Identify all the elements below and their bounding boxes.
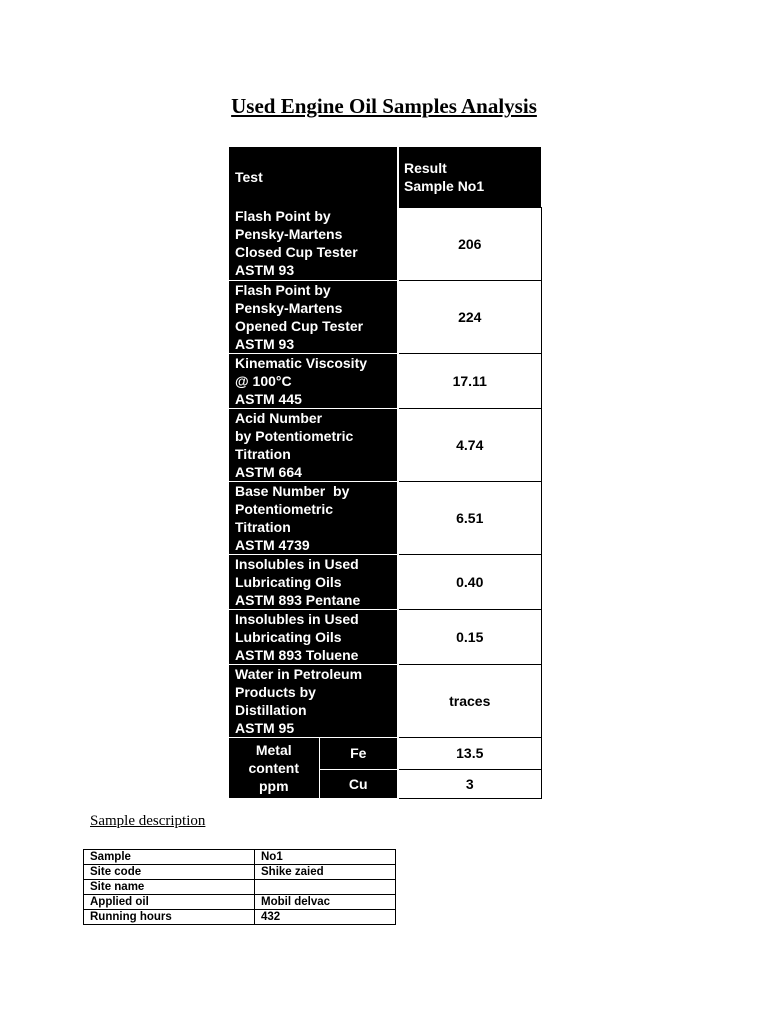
test-name (229, 664, 398, 737)
test-line: ASTM 445 (235, 390, 302, 407)
header-result (398, 147, 541, 207)
desc-label: Site name (84, 880, 255, 895)
test-name (229, 207, 398, 280)
test-line: Titration (235, 518, 291, 535)
page-title: Used Engine Oil Samples Analysis (231, 94, 537, 118)
metal-content-label (229, 737, 319, 798)
header-test: Test (229, 147, 398, 207)
metal-value: 13.5 (398, 737, 541, 769)
test-name (229, 280, 398, 353)
metal-symbol: Cu (319, 769, 398, 798)
result-value: 17.11 (398, 353, 541, 408)
sample-description-table (83, 849, 396, 925)
test-line: Titration (235, 445, 291, 462)
desc-value: 432 (255, 910, 396, 925)
test-line: Base Number by (235, 482, 350, 499)
test-name (229, 554, 398, 609)
test-line: @ 100°C (235, 372, 292, 389)
test-line: Acid Number (235, 409, 323, 426)
test-line: by Potentiometric (235, 427, 354, 444)
desc-label: Sample (84, 850, 255, 865)
desc-label: Site code (84, 865, 255, 880)
desc-value: Mobil delvac (255, 895, 396, 910)
test-line: Flash Point by (235, 281, 331, 298)
test-line: Kinematic Viscosity (235, 354, 368, 371)
table-row (84, 880, 396, 895)
test-line: ASTM 893 Toluene (235, 646, 359, 663)
table-row (229, 280, 541, 353)
desc-value: No1 (255, 850, 396, 865)
test-line: Opened Cup Tester (235, 317, 364, 334)
desc-label: Applied oil (84, 895, 255, 910)
desc-value (255, 880, 396, 895)
test-line: Distillation (235, 701, 307, 718)
table-row (84, 910, 396, 925)
table-row (84, 895, 396, 910)
metal-label-line: Metal (255, 741, 292, 758)
header-result-line2: Sample No1 (404, 177, 485, 194)
result-value: 224 (398, 280, 541, 353)
table-row (229, 408, 541, 481)
test-line: ASTM 93 (235, 335, 295, 352)
table-row (229, 664, 541, 737)
result-value: traces (398, 664, 541, 737)
metal-value: 3 (398, 769, 541, 798)
table-row (229, 353, 541, 408)
table-row (229, 554, 541, 609)
result-value: 206 (398, 207, 541, 280)
test-line: ASTM 664 (235, 463, 302, 480)
metal-symbol: Fe (319, 737, 398, 769)
test-name (229, 481, 398, 554)
test-line: Potentiometric (235, 500, 334, 517)
result-value: 4.74 (398, 408, 541, 481)
result-value: 6.51 (398, 481, 541, 554)
result-value: 0.15 (398, 609, 541, 664)
test-line: Closed Cup Tester (235, 244, 358, 261)
test-line: ASTM 4739 (235, 536, 310, 553)
sample-description-title: Sample description (90, 813, 206, 829)
test-line: Insolubles in Used (235, 610, 359, 627)
test-line: ASTM 95 (235, 719, 295, 736)
metal-label-line: ppm (258, 777, 289, 794)
test-line: Flash Point by (235, 208, 331, 225)
test-name (229, 353, 398, 408)
test-line: Products by (235, 683, 316, 700)
test-line: ASTM 893 Pentane (235, 591, 361, 608)
table-row (229, 737, 541, 769)
header-result-line1: Result (404, 159, 447, 176)
desc-value: Shike zaied (255, 865, 396, 880)
desc-label: Running hours (84, 910, 255, 925)
results-table (229, 147, 542, 799)
test-line: Pensky-Martens (235, 226, 343, 243)
test-line: Insolubles in Used (235, 555, 359, 572)
table-header-row (229, 147, 541, 207)
test-line: Pensky-Martens (235, 299, 343, 316)
table-row (229, 481, 541, 554)
test-line: ASTM 93 (235, 262, 295, 279)
table-row (84, 850, 396, 865)
table-row (84, 865, 396, 880)
metal-label-line: content (248, 759, 300, 776)
test-line: Lubricating Oils (235, 573, 342, 590)
table-row (229, 609, 541, 664)
test-name (229, 408, 398, 481)
result-value: 0.40 (398, 554, 541, 609)
test-name (229, 609, 398, 664)
test-line: Water in Petroleum (235, 665, 363, 682)
test-line: Lubricating Oils (235, 628, 342, 645)
table-row (229, 207, 541, 280)
